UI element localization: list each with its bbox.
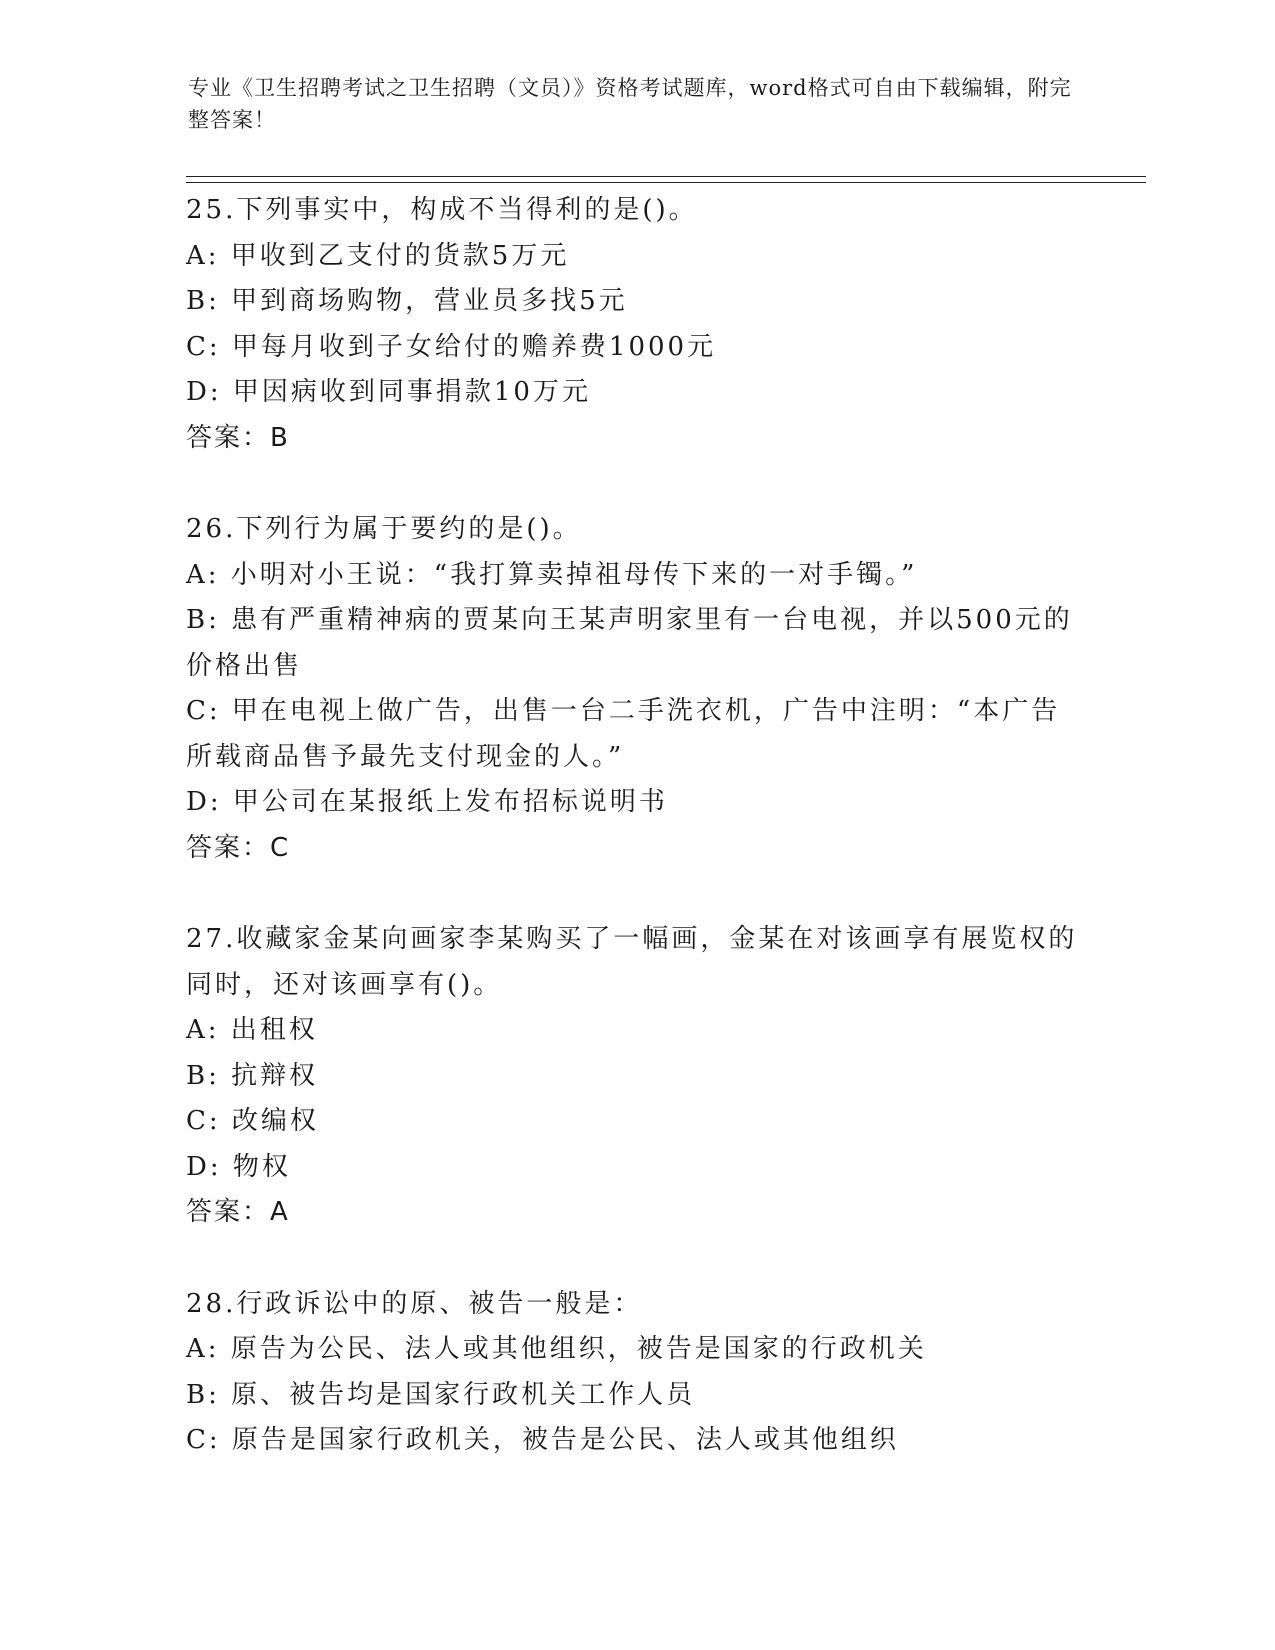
option-a: A: 甲收到乙支付的货款5万元 xyxy=(186,240,570,271)
option-c: C: 原告是国家行政机关，被告是公民、法人或其他组织 xyxy=(186,1425,899,1455)
option-a: A: 小明对小王说：“我打算卖掉祖母传下来的一对手镯。” xyxy=(186,559,918,590)
option-a: A: 原告为公民、法人或其他组织，被告是国家的行政机关 xyxy=(186,1334,927,1364)
question-stem: 27.收藏家金某向画家李某购买了一幅画，金某在对该画享有展览权的同时，还对该画享有()。 xyxy=(186,924,1078,1000)
question-25 xyxy=(186,188,1086,461)
question-stem: 25.下列事实中，构成不当得利的是()。 xyxy=(186,195,698,225)
question-28 xyxy=(186,1282,1086,1464)
option-d: D: 甲因病收到同事捐款10万元 xyxy=(186,377,591,407)
option-d: D: 甲公司在某报纸上发布招标说明书 xyxy=(186,787,668,817)
option-d: D: 物权 xyxy=(186,1151,291,1182)
question-stem: 26.下列行为属于要约的是()。 xyxy=(186,514,582,544)
answer-line: 答案：A xyxy=(186,1197,290,1227)
question-26 xyxy=(186,507,1086,871)
option-c: C: 甲在电视上做广告，出售一台二手洗衣机，广告中注明：“本广告所载商品售予最先支付现金的人。” xyxy=(186,696,1061,772)
question-stem: 28.行政诉讼中的原、被告一般是： xyxy=(186,1288,643,1319)
option-c: C: 甲每月收到子女给付的赡养费1000元 xyxy=(186,331,717,362)
question-27 xyxy=(186,917,1086,1236)
document-header: 专业《卫生招聘考试之卫生招聘（文员）》资格考试题库，word格式可自由下载编辑，附完整答案！ xyxy=(188,76,1072,132)
question-list xyxy=(186,188,1086,1510)
header-divider-top xyxy=(186,176,1146,177)
option-b: B: 抗辩权 xyxy=(186,1060,319,1091)
option-c: C: 改编权 xyxy=(186,1106,319,1136)
answer-line: 答案：C xyxy=(186,832,291,863)
option-b: B: 甲到商场购物，营业员多找5元 xyxy=(186,286,628,316)
option-b: B: 原、被告均是国家行政机关工作人员 xyxy=(186,1379,696,1410)
header-divider-bottom xyxy=(186,182,1146,183)
option-b: B: 患有严重精神病的贾某向王某声明家里有一台电视，并以500元的价格出售 xyxy=(186,605,1073,681)
answer-line: 答案：B xyxy=(186,422,290,453)
option-a: A: 出租权 xyxy=(186,1015,318,1045)
